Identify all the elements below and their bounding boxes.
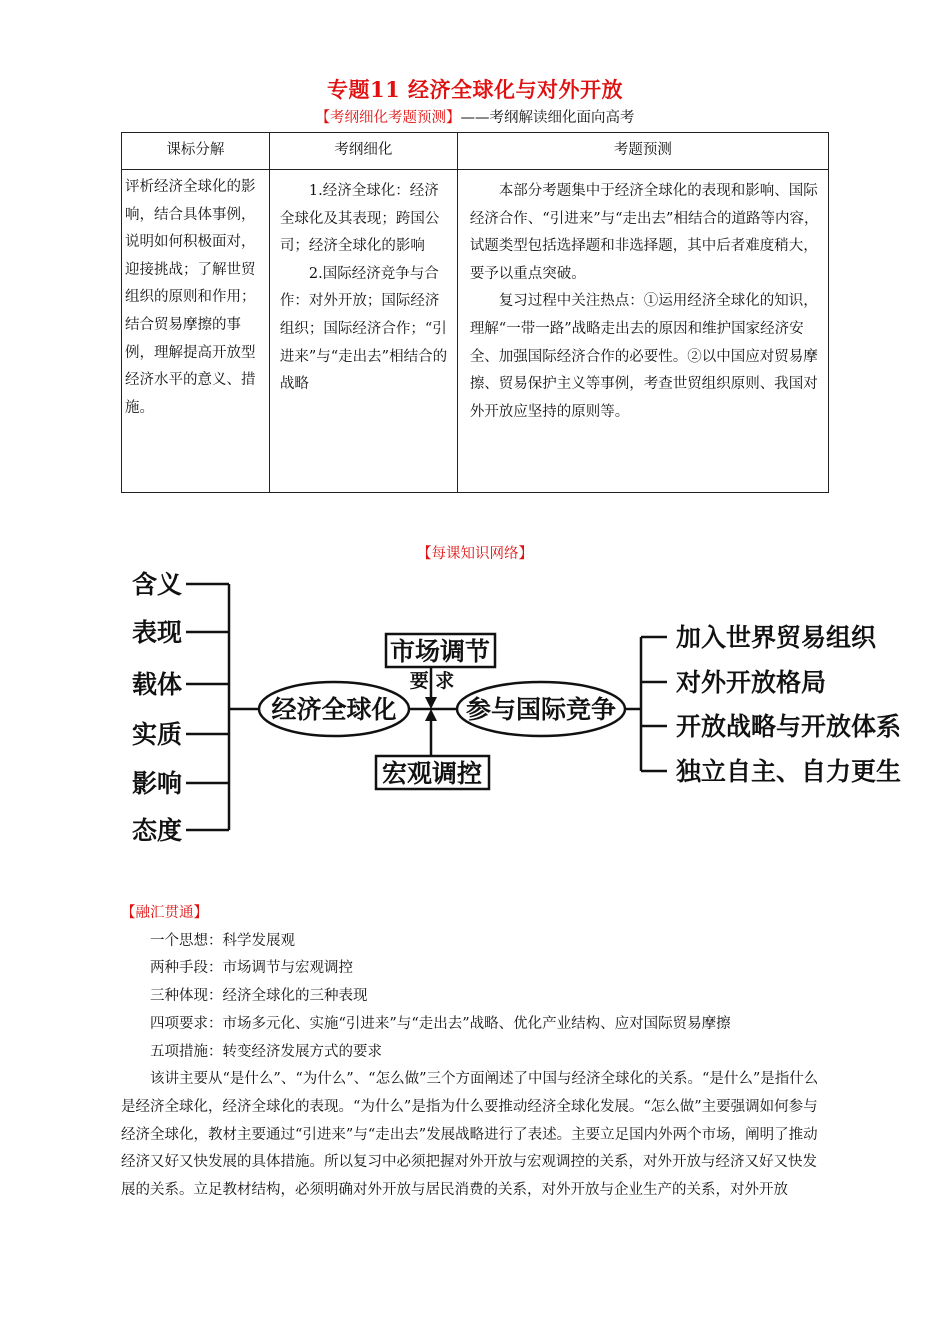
- subtitle-tag: 【考纲细化考题预测】: [315, 110, 461, 126]
- table-header-cell: 考题预测: [457, 133, 828, 170]
- network-left-item: 表现: [132, 618, 183, 647]
- integration-line: 五项措施：转变经济发展方式的要求: [150, 1043, 382, 1060]
- knowledge-network-heading: 【每课知识网络】: [417, 546, 533, 562]
- table-header-row: [122, 133, 829, 170]
- network-left-item: 影响: [132, 769, 183, 798]
- integration-line: 三种体现：经济全球化的三种表现: [150, 988, 368, 1005]
- requirement-label: 要 求: [409, 670, 455, 692]
- integration-line: 一个思想：科学发展观: [150, 932, 295, 949]
- curriculum-text: 评析经济全球化的影响，结合具体事例，说明如何积极面对，迎接挑战；了解世贸组织的原则和作用；结合贸易摩擦的事例，理解提高开放型经济水平的意义、措施。: [125, 179, 256, 416]
- network-left-item: 实质: [132, 720, 183, 749]
- center-right-node: 参与国际竞争: [465, 695, 617, 724]
- page-title: 专题11 经济全球化与对外开放: [326, 77, 624, 102]
- down-arrow-icon: [425, 697, 437, 709]
- network-left-item: 含义: [132, 570, 183, 599]
- bottom-box-label: 宏观调控: [381, 759, 483, 788]
- integration-paragraph: 该讲主要从“是什么”、“为什么”、“怎么做”三个方面阐述了中国与经济全球化的关系。“是什么”是指什么是经济全球化，经济全球化的表现。“为什么”是指为什么要推动经济全球化发展。“怎么做”主要强调如何参与经济全球化，教材主要通过“引进来”与“走出去”发展战略进行了表述。主要立足国内外两个市场，阐明了推动经济又好又快发展的具体措施。所以复习中必须把握对外开放与宏观调控的关系，对外开放与经济又好又快发展的关系。立足教材结构，必须明确对外开放与居民消费的关系，对外开放与企业生产的关系，对外开放: [121, 1071, 819, 1199]
- network-right-item: 开放战略与开放体系: [676, 712, 902, 741]
- prediction-paragraph: 本部分考题集中于经济全球化的表现和影响、国际经济合作、“引进来”与“走出去”相结合的道路等内容，试题类型包括选择题和非选择题，其中后者难度稍大，要予以重点突破。: [469, 183, 819, 282]
- top-box-label: 市场调节: [389, 637, 491, 666]
- integration-section: [121, 900, 821, 1205]
- prediction-cell: [457, 170, 828, 493]
- table-header-cell: 课标分解: [122, 133, 270, 170]
- prediction-paragraph: 复习过程中关注热点：①运用经济全球化的知识， 理解“一带一路”战略走出去的原因和维护国家经济安全、加强国际经济合作的必要性。②以中国应对贸易摩擦、贸易保护主义等事例，考查世贸组织原则、我国对外开放应坚持的原则等。: [469, 293, 818, 420]
- up-arrow-icon: [425, 709, 437, 721]
- network-right-item: 对外开放格局: [676, 668, 827, 697]
- network-right-item: 独立自主、自力更生: [676, 757, 902, 786]
- table-header-cell: 考纲细化: [269, 133, 457, 170]
- outline-item: 1.经济全球化：经济全球化及其表现；跨国公司；经济全球化的影响: [279, 183, 440, 255]
- network-right-item: 加入世界贸易组织: [676, 623, 877, 652]
- outline-cell: [269, 170, 457, 493]
- subtitle-text: ——考纲解读细化面向高考: [460, 110, 635, 126]
- outline-item: 2.国际经济竞争与合作：对外开放；国际经济组织；国际经济合作；“引进来”与“走出去”相结合的战略: [279, 265, 448, 393]
- curriculum-cell: [122, 170, 270, 493]
- network-left-item: 载体: [132, 670, 183, 699]
- integration-heading: 【融汇贯通】: [121, 905, 208, 921]
- table-row: [122, 170, 829, 493]
- page-subtitle: [0, 106, 950, 127]
- integration-line: 四项要求：市场多元化、实施“引进来”与“走出去”战略、优化产业结构、应对国际贸易摩擦: [150, 1015, 731, 1032]
- integration-line: 两种手段：市场调节与宏观调控: [150, 960, 353, 977]
- network-left-item: 态度: [132, 816, 183, 845]
- center-left-node: 经济全球化: [271, 695, 397, 724]
- knowledge-network-diagram: [0, 560, 950, 860]
- outline-table: [121, 132, 829, 493]
